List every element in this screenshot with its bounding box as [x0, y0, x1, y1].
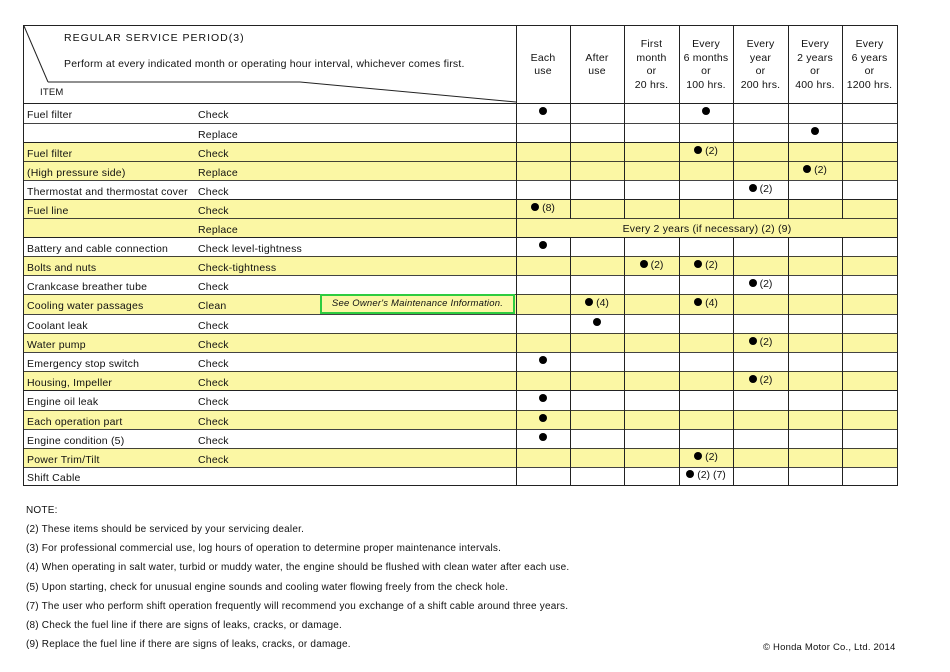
item-action: Replace: [198, 223, 238, 236]
item-name: Thermostat and thermostat cover: [27, 185, 188, 198]
notes-title: NOTE:: [26, 505, 58, 516]
item-name: Engine condition (5): [27, 434, 125, 447]
bullet-dot-icon: [702, 107, 710, 115]
note-item: (7) The user who perform shift operation frequently will recommend you exchange of a shift cable around three years.: [26, 601, 569, 612]
mark-note: (4): [596, 297, 609, 309]
row-highlight: [23, 199, 897, 218]
item-action: Check: [198, 415, 229, 428]
row-divider: [23, 429, 898, 430]
service-mark: [516, 355, 570, 367]
item-action: Check: [198, 204, 229, 217]
service-mark: [624, 259, 679, 271]
item-action: Check: [198, 338, 229, 351]
item-name: Cooling water passages: [27, 300, 144, 312]
mark-note: (2) (7): [697, 469, 726, 481]
table-border-bottom: [23, 485, 898, 486]
column-header: Every 2 years or 400 hrs.: [795, 38, 835, 91]
note-item: (2) These items should be serviced by your servicing dealer.: [26, 524, 305, 535]
table-border-top: [23, 25, 898, 26]
mark-note: (2): [759, 335, 773, 348]
mark-note: (2): [759, 277, 773, 290]
note-item: (3) For professional commercial use, log hours of operation to determine proper maintenance intervals.: [26, 543, 502, 554]
mark-note: (2): [705, 450, 718, 463]
item-name: Housing, Impeller: [27, 376, 113, 389]
item-name: Battery and cable connection: [27, 242, 169, 255]
service-mark: [733, 278, 788, 290]
item-action: Check-tightness: [198, 261, 277, 274]
bullet-dot-icon: [694, 260, 702, 268]
row-divider: [23, 123, 898, 124]
row-divider: [23, 448, 898, 449]
note-item: (9) Replace the fuel line if there are signs of leaks, cracks, or damage.: [26, 639, 351, 650]
column-header: Each use: [530, 51, 556, 77]
row-highlight: [23, 410, 897, 429]
service-mark: [516, 202, 570, 214]
item-name: Emergency stop switch: [27, 357, 140, 370]
service-mark: [788, 126, 842, 138]
item-name: Power Trim/Tilt: [27, 453, 100, 466]
service-mark: [788, 164, 842, 176]
service-mark: [733, 336, 788, 348]
column-divider: [624, 25, 625, 486]
item-name: Each operation part: [27, 415, 123, 428]
item-action: Check: [198, 319, 229, 332]
bullet-dot-icon: [694, 452, 702, 460]
column-divider: [733, 25, 734, 486]
row-highlight: [23, 161, 897, 180]
column-divider: [788, 25, 789, 486]
item-action: Replace: [198, 166, 238, 179]
note-item: (5) Upon starting, check for unusual engine sounds and cooling water flowing freely from the check hole.: [26, 582, 509, 593]
row-highlight: [23, 448, 897, 467]
bullet-dot-icon: [539, 414, 547, 422]
row-divider: [23, 142, 898, 143]
copyright: © Honda Motor Co., Ltd. 2014: [763, 642, 896, 653]
item-name: Fuel line: [27, 204, 69, 217]
item-name: Engine oil leak: [27, 396, 99, 408]
bullet-dot-icon: [803, 165, 811, 173]
row-divider: [23, 180, 898, 181]
note-item: (8) Check the fuel line if there are signs of leaks, cracks, or damage.: [26, 620, 343, 631]
row-divider: [23, 199, 898, 200]
note-item: (4) When operating in salt water, turbid or muddy water, the engine should be flushed with clean water after each use.: [26, 562, 570, 573]
bullet-dot-icon: [539, 433, 547, 441]
item-action: Check: [198, 147, 229, 160]
mark-note: (2): [705, 144, 718, 157]
service-mark: [516, 240, 570, 252]
bullet-dot-icon: [811, 127, 819, 135]
row-divider: [23, 275, 898, 276]
column-header: Every 6 months or 100 hrs.: [683, 38, 729, 91]
item-name: Bolts and nuts: [27, 261, 97, 274]
bullet-dot-icon: [539, 356, 547, 364]
column-header: After use: [585, 51, 609, 77]
item-name: Crankcase breather tube: [27, 280, 148, 293]
bullet-dot-icon: [694, 298, 702, 306]
item-action: Check level-tightness: [198, 242, 302, 255]
item-action: Clean: [198, 300, 227, 312]
column-header: First month or 20 hrs.: [634, 38, 669, 91]
service-mark: [516, 393, 570, 405]
item-name: Fuel filter: [27, 109, 73, 121]
mark-note: (2): [814, 163, 827, 176]
period-description: Perform at every indicated month or operating hour interval, whichever comes first.: [64, 58, 465, 70]
row-divider: [23, 333, 898, 334]
bullet-dot-icon: [585, 298, 593, 306]
item-action: Check: [198, 376, 229, 389]
row-highlight: [23, 142, 897, 161]
item-name: (High pressure side): [27, 166, 126, 179]
item-label: ITEM: [40, 87, 64, 98]
service-mark: [570, 297, 624, 309]
row-divider: [23, 371, 898, 372]
service-mark: [679, 451, 733, 463]
header-divider: [23, 103, 898, 104]
bullet-dot-icon: [694, 146, 702, 154]
mark-note: (2): [759, 373, 773, 386]
service-mark: [516, 413, 570, 425]
period-title: REGULAR SERVICE PERIOD(3): [64, 32, 245, 44]
column-divider: [842, 25, 843, 486]
item-action: Check: [198, 185, 229, 198]
bullet-dot-icon: [539, 394, 547, 402]
service-mark: [679, 469, 733, 481]
bullet-dot-icon: [749, 337, 757, 345]
table-border-left: [23, 25, 24, 486]
mark-note: (8): [542, 201, 555, 214]
item-action: Check: [198, 357, 229, 370]
item-action: Check: [198, 434, 229, 447]
item-name: Coolant leak: [27, 319, 88, 332]
column-divider: [570, 25, 571, 486]
bullet-dot-icon: [531, 203, 539, 211]
mark-note: (2): [650, 258, 664, 271]
bullet-dot-icon: [749, 375, 757, 383]
item-action: Replace: [198, 128, 238, 141]
row-divider: [23, 237, 898, 238]
service-mark: [516, 106, 570, 118]
service-mark: [570, 317, 624, 329]
row-highlight: [23, 256, 897, 275]
row-divider: [23, 390, 898, 391]
owner-maintenance-note: See Owner's Maintenance Information.: [320, 294, 515, 314]
bullet-dot-icon: [539, 241, 547, 249]
column-header: Every year or 200 hrs.: [740, 38, 781, 91]
bullet-dot-icon: [640, 260, 648, 268]
service-mark: [679, 106, 733, 118]
span-text: Every 2 years (if necessary) (2) (9): [622, 222, 792, 235]
row-divider: [23, 410, 898, 411]
bullet-dot-icon: [593, 318, 601, 326]
service-mark: [679, 145, 733, 157]
row-divider: [23, 314, 898, 315]
mark-note: (4): [705, 297, 718, 309]
column-divider: [679, 25, 680, 486]
service-mark: [733, 183, 788, 195]
mark-note: (2): [705, 258, 718, 271]
table-border-right: [897, 25, 898, 486]
column-header: Every 6 years or 1200 hrs.: [846, 38, 893, 91]
service-mark: [679, 297, 733, 309]
service-mark: [516, 432, 570, 444]
bullet-dot-icon: [749, 279, 757, 287]
item-action: Check: [198, 109, 229, 121]
item-name: Water pump: [27, 338, 86, 351]
service-mark: [679, 259, 733, 271]
bullet-dot-icon: [749, 184, 757, 192]
item-name: Shift Cable: [27, 472, 81, 484]
bullet-dot-icon: [686, 470, 694, 478]
row-divider: [23, 467, 898, 468]
bullet-dot-icon: [539, 107, 547, 115]
row-divider: [23, 352, 898, 353]
service-mark: [733, 374, 788, 386]
mark-note: (2): [759, 182, 773, 195]
row-divider: [23, 161, 898, 162]
item-action: Check: [198, 453, 229, 466]
item-action: Check: [198, 280, 229, 293]
row-divider: [23, 256, 898, 257]
item-name: Fuel filter: [27, 147, 73, 160]
item-action: Check: [198, 396, 229, 408]
